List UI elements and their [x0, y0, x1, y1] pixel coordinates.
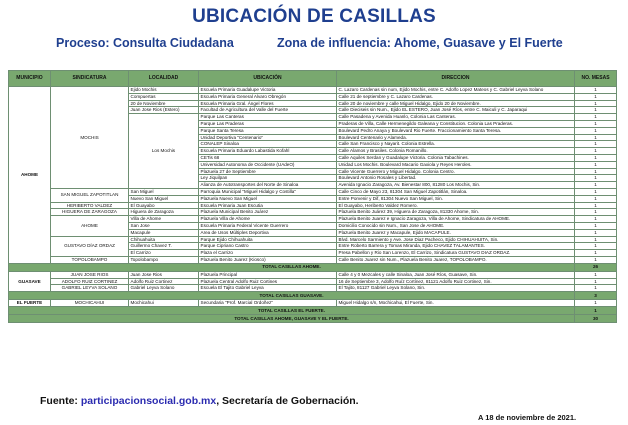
cell-ubicacion: Plazuela Municipal Benito Juárez — [199, 209, 337, 216]
cell-sindicatura-ahome: AHOME — [51, 216, 129, 236]
table-row — [9, 216, 617, 223]
cell-mesas: 1 — [575, 120, 617, 127]
cell-ubicacion: Parque Las Canteras — [199, 114, 337, 121]
cell-mesas: 1 — [575, 154, 617, 161]
cell-ubicacion: Parroquia Municipal "Miguel Hidalgo y Costilla" — [199, 188, 337, 195]
col-header-ubicacion: UBICACIÓN — [199, 71, 337, 87]
cell-direccion: Calle San Francisco y Nayarit. Colonia Estrella. — [337, 141, 575, 148]
zone-subtitle: Zona de influencia: Ahome, Guasave y El Fuerte — [277, 36, 563, 50]
cell-ubicacion: Plazuela 27 de Septiembre — [199, 168, 337, 175]
cell-mesas: 1 — [575, 168, 617, 175]
table-row — [9, 285, 617, 292]
cell-direccion: Calle 20 de noviembre y calle Miguel Hidalgo, Ejido 20 de Noviembre. — [337, 100, 575, 107]
cell-direccion: C. Lazaro Cardenas sin num, Ejido Mochis, entre C. Adolfo Lopez Mateos y C. Gabriel Leyva Solano — [337, 87, 575, 94]
cell-mesas: 1 — [575, 236, 617, 243]
cell-sindicatura-mochis: MOCHIS — [51, 87, 129, 189]
cell-sindicatura-san-miguel: SAN MIGUEL ZAPOTITLAN — [51, 188, 129, 202]
cell-direccion: Calle Alamos y Brasiles. Colonia Romanillo. — [337, 148, 575, 155]
cell-ubicacion: Parque Cipriano Castro — [199, 243, 337, 250]
col-header-sindicatura: SINDICATURA — [51, 71, 129, 87]
cell-sindicatura-juan-jose: JUAN JOSE RIOS — [51, 271, 129, 278]
total-value-guasave: 3 — [575, 292, 617, 300]
total-label-guasave: TOTAL CASILLAS GUASAVE. — [9, 292, 575, 300]
cell-mesas: 1 — [575, 175, 617, 182]
total-row-ahome — [9, 263, 617, 271]
cell-localidad: Ejido Mochis — [129, 87, 199, 94]
cell-direccion: Avenida Ignacio Zaragoza, Av. Bienestar 800, 81280 Los Mochis, Sin. — [337, 182, 575, 189]
page-title: UBICACIÓN DE CASILLAS — [192, 6, 436, 27]
cell-ubicacion: Plazuela Villa de Ahome — [199, 216, 337, 223]
cell-direccion: Calle Vicente Guerrero y Miguel Hidalgo. Colonia Centro. — [337, 168, 575, 175]
cell-localidad: El Carrizo — [129, 250, 199, 257]
cell-sindicatura-higuera: HIGUERA DE ZARAGOZA — [51, 209, 129, 216]
total-row-guasave — [9, 292, 617, 300]
cell-localidad: Nuevo San Miguel — [129, 195, 199, 202]
cell-mesas: 1 — [575, 250, 617, 257]
cell-sindicatura-heriberto: HERIBERTO VALDEZ — [51, 202, 129, 209]
cell-mesas: 1 — [575, 100, 617, 107]
cell-municipio-el-fuerte: EL FUERTE — [9, 300, 51, 307]
cell-mesas: 1 — [575, 202, 617, 209]
cell-localidad: El Guayabo — [129, 202, 199, 209]
cell-ubicacion: Facultad de Agricultura del Valle del Fuerte — [199, 107, 337, 114]
table-header-row — [9, 71, 617, 87]
cell-ubicacion: Unidad Deportiva "Centenario" — [199, 134, 337, 141]
cell-localidad: Juan Jose Rios (Estero) — [129, 107, 199, 114]
cell-ubicacion: Escuela Primaria Federal Vicente Guerrero — [199, 222, 337, 229]
cell-direccion: Presa Pabellon y Rio San Lorenzo, El Carrizo, Sindicatura GUSTAVO DIAZ ORDAZ. — [337, 250, 575, 257]
cell-localidad: Topolobampo — [129, 256, 199, 263]
cell-localidad: Chihuahuita — [129, 236, 199, 243]
cell-mesas: 1 — [575, 229, 617, 236]
cell-direccion: Entre Porvenir y Dif, 81304 Nuevo San Miguel, Sin. — [337, 195, 575, 202]
cell-municipio-ahome: AHOME — [9, 87, 51, 264]
cell-direccion: El Tajito, 81127 Gabriel Leyva Solano, Sin. — [337, 285, 575, 292]
cell-direccion: Boulevard Pedro Anaya y Boulevard Rio Fuerte. Fraccionamiento Santa Teresa. — [337, 127, 575, 134]
cell-ubicacion: CONALEP Sinaloa — [199, 141, 337, 148]
cell-direccion: Plazuela Benito Juárez 39, Higuera de Zaragoza, 81330 Ahome, Sin. — [337, 209, 575, 216]
total-value-grand: 30 — [575, 314, 617, 322]
col-header-direccion: DIRECCION — [337, 71, 575, 87]
cell-ubicacion: CETis 68 — [199, 154, 337, 161]
cell-mesas: 1 — [575, 161, 617, 168]
cell-direccion: Boulevard Antonio Rosales y Libertad. — [337, 175, 575, 182]
cell-direccion: Calle Benito Juarez sin Num., Plazuela Benito Juarez, TOPOLOBAMPO. — [337, 256, 575, 263]
table-row — [9, 300, 617, 307]
cell-localidad: Adolfo Ruiz Cortinez — [129, 278, 199, 285]
cell-sindicatura-adolfo: ADOLFO RUIZ CORTINEZ — [51, 278, 129, 285]
cell-mesas: 1 — [575, 87, 617, 94]
polling-stations-table — [8, 70, 617, 323]
cell-ubicacion: Secundaria "Prof. Marcial Ordoñez" — [199, 300, 337, 307]
total-label-grand: TOTAL CASILLAS AHOME, GUASAVE Y EL FUERTE. — [9, 314, 575, 322]
cell-localidad: Compuertas — [129, 93, 199, 100]
cell-direccion: Plazuela Benito Juarez y Macapule, Ejido MACAPULE. — [337, 229, 575, 236]
cell-direccion: Miguel Hidalgo s/n, Mochicahui, El Fuerte, Sin. — [337, 300, 575, 307]
cell-mesas: 1 — [575, 182, 617, 189]
cell-direccion: Blvd. Marcelo Sarmiento y Ave. Jose Diaz Pacheco, Ejido CHIHUAHUITA, Sin. — [337, 236, 575, 243]
cell-mesas: 1 — [575, 134, 617, 141]
cell-sindicatura-gustavo: GUSTAVO DÍAZ ORDAZ — [51, 236, 129, 256]
cell-sindicatura-mochicahui: MOCHICAHUI — [51, 300, 129, 307]
cell-ubicacion: Ley Jiquilpan — [199, 175, 337, 182]
cell-ubicacion: Parque Ejido Chihuahuita — [199, 236, 337, 243]
cell-mesas: 1 — [575, 141, 617, 148]
footer-source-suffix: , Secretaría de Gobernación. — [216, 395, 359, 407]
cell-direccion: Domicilio Conocido sin Num., San Jose de AHOME. — [337, 222, 575, 229]
cell-direccion: Calle Cinco de Mayo 23, 81304 San Miguel Zapotitlán, Sinaloa. — [337, 188, 575, 195]
col-header-localidad: LOCALIDAD — [129, 71, 199, 87]
table-row — [9, 236, 617, 243]
table-row — [9, 209, 617, 216]
footer-source — [40, 395, 359, 407]
cell-localidad: San Miguel — [129, 188, 199, 195]
cell-ubicacion: Escuela Primaria Gral. Ángel Flores — [199, 100, 337, 107]
cell-localidad-los-mochis: Los Mochis — [129, 114, 199, 189]
cell-localidad: Guillermo Chavez T. — [129, 243, 199, 250]
footer-date: A 18 de noviembre de 2021. — [478, 413, 577, 422]
cell-localidad: Macapule — [129, 229, 199, 236]
cell-mesas: 1 — [575, 216, 617, 223]
table-row — [9, 188, 617, 195]
polling-stations-table-wrapper — [8, 70, 616, 323]
cell-direccion: Praderas de Villa, Calle Hermenegildo Galeana y Constitucion. Colonia Las Praderas. — [337, 120, 575, 127]
cell-direccion: Calle Aquiles Serdan y Guadalupe Victoria. Colonia Tabachines. — [337, 154, 575, 161]
footer-source-label: Fuente: — [40, 395, 81, 407]
cell-ubicacion: Plazuela Principal — [199, 271, 337, 278]
total-label-ahome: TOTAL CASILLAS AHOME. — [9, 263, 575, 271]
cell-ubicacion: Escuela Primaria Guadalupe Victoria — [199, 87, 337, 94]
cell-localidad: Villa de Ahome — [129, 216, 199, 223]
col-header-municipio: MUNICIPIO — [9, 71, 51, 87]
cell-ubicacion: Plazuela Benito Juarez (Kiosco) — [199, 256, 337, 263]
cell-ubicacion: Escuela Primaria General Alvaro Obregón — [199, 93, 337, 100]
cell-direccion: Calle Pasadena y Avenida Huanlo, Colonia Las Canteras. — [337, 114, 575, 121]
cell-direccion: 16 de Septiembre 3, Adolfo Ruíz Cortínez, 81121 Adolfo Ruiz Cortinez, Sin. — [337, 278, 575, 285]
total-value-ahome: 26 — [575, 263, 617, 271]
table-row — [9, 256, 617, 263]
cell-localidad: 20 de Noviembre — [129, 100, 199, 107]
table-row — [9, 271, 617, 278]
cell-mesas: 1 — [575, 127, 617, 134]
cell-ubicacion: Alianza de Autotransportes del Norte de Sinaloa — [199, 182, 337, 189]
cell-direccion: Calle Dieciseis sin Num., Ejido EL ESTERO, Juan José Ríos, entre C. Maiculi y C. Japaraqui — [337, 107, 575, 114]
total-row-grand — [9, 314, 617, 322]
total-row-el-fuerte — [9, 306, 617, 314]
total-label-el-fuerte: TOTAL CASILLAS EL FUERTE. — [9, 306, 575, 314]
cell-mesas: 1 — [575, 107, 617, 114]
cell-localidad: San Jose — [129, 222, 199, 229]
total-value-el-fuerte: 1 — [575, 306, 617, 314]
table-row — [9, 87, 617, 94]
cell-mesas: 1 — [575, 209, 617, 216]
cell-mesas: 1 — [575, 188, 617, 195]
cell-mesas: 1 — [575, 300, 617, 307]
cell-ubicacion: Parque Las Praderas — [199, 120, 337, 127]
cell-localidad: Higuera de Zaragoza — [129, 209, 199, 216]
cell-ubicacion: Universidad Autonoma de Occidente (UAdeO) — [199, 161, 337, 168]
cell-direccion: Calle 4 y 0 Mezcales y calle Sinaloa, Juan José Ríos, Guasave, Sin. — [337, 271, 575, 278]
cell-localidad: Juan Jose Rios — [129, 271, 199, 278]
cell-direccion: Entre Roberto Barrera y Tomas Miranda, Ejido CHAVEZ TALAMANTES. — [337, 243, 575, 250]
cell-mesas: 1 — [575, 256, 617, 263]
cell-ubicacion: Escuela Primaria Juan Escutia — [199, 202, 337, 209]
cell-mesas: 1 — [575, 93, 617, 100]
cell-direccion: Plazuela Benito Juarez e Ignacio Zaragoza, Villa de Ahome, Sindicatura de AHOME. — [337, 216, 575, 223]
cell-ubicacion: Plazuela Nuevo San Miguel — [199, 195, 337, 202]
cell-direccion: Unidad Los Mochis. Boulevard Macario Gaxiola y Reyes Heroles. — [337, 161, 575, 168]
cell-mesas: 1 — [575, 285, 617, 292]
cell-ubicacion: Plaza el Carrizo — [199, 250, 337, 257]
cell-localidad: Mochicahui — [129, 300, 199, 307]
col-header-mesas: NO. MESAS — [575, 71, 617, 87]
table-row — [9, 202, 617, 209]
cell-ubicacion: Area de Usos Múltiples Deportiva — [199, 229, 337, 236]
cell-direccion: El Guayabo, Heriberto Valdez Romero. — [337, 202, 575, 209]
cell-direccion: Calle 21 de septiembre y C. Lazaro Cardenas. — [337, 93, 575, 100]
cell-ubicacion: Parque Santa Teresa — [199, 127, 337, 134]
table-row — [9, 278, 617, 285]
cell-sindicatura-gabriel: GABRIEL LEYVA SOLANO — [51, 285, 129, 292]
cell-mesas: 1 — [575, 114, 617, 121]
cell-mesas: 1 — [575, 278, 617, 285]
cell-sindicatura-topolobampo: TOPOLOBAMPO — [51, 256, 129, 263]
cell-ubicacion: Escuela El Tajito Gabriel Leyva — [199, 285, 337, 292]
cell-mesas: 1 — [575, 243, 617, 250]
cell-mesas: 1 — [575, 195, 617, 202]
cell-municipio-guasave: GUASAVE — [9, 271, 51, 291]
cell-mesas: 1 — [575, 148, 617, 155]
cell-mesas: 1 — [575, 271, 617, 278]
cell-ubicacion: Escuela Primaria Eduardo Labastida Kofahl — [199, 148, 337, 155]
cell-direccion: Boulevard Centenario y Alameda. — [337, 134, 575, 141]
cell-mesas: 1 — [575, 222, 617, 229]
cell-ubicacion: Plazuela Central Adolfo Ruiz Cortines — [199, 278, 337, 285]
process-subtitle: Proceso: Consulta Ciudadana — [56, 36, 234, 50]
footer-source-link: participacionsocial.gob.mx — [80, 395, 217, 407]
cell-localidad: Gabriel Leyva Solano — [129, 285, 199, 292]
